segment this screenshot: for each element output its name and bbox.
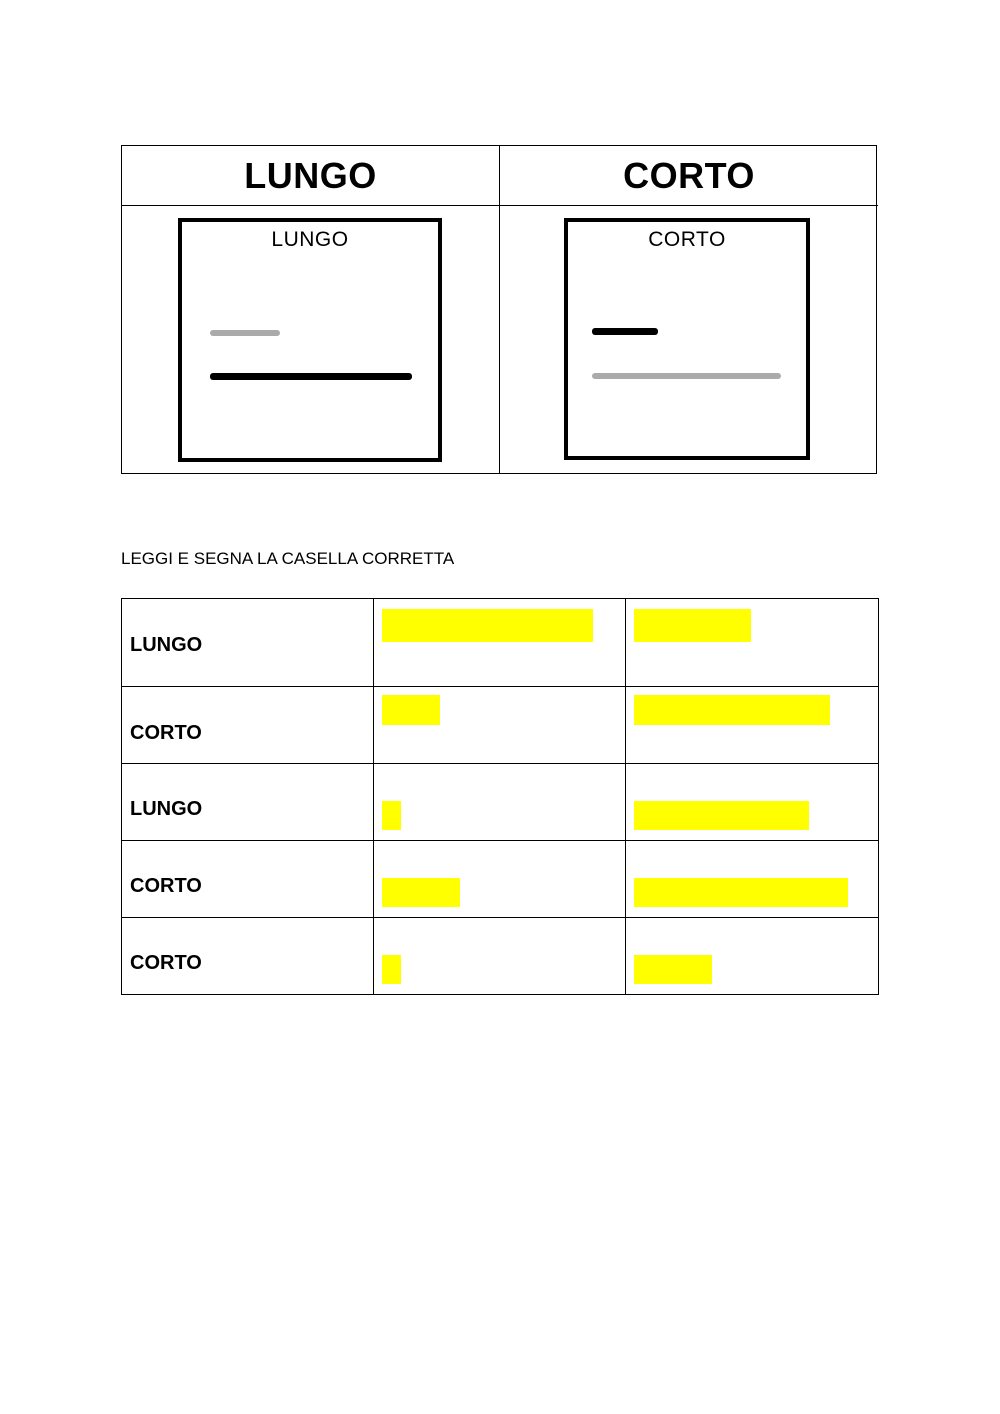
option-bar-a[interactable] <box>382 695 440 725</box>
row-word: CORTO <box>130 875 202 897</box>
option-cell-a <box>374 599 626 687</box>
exercise-row <box>122 599 879 687</box>
header-long: LUNGO <box>122 146 499 206</box>
instruction-text: LEGGI E SEGNA LA CASELLA CORRETTA <box>121 549 455 568</box>
row-word: LUNGO <box>130 634 203 656</box>
option-cell-b <box>626 841 879 918</box>
reference-column-long <box>122 146 500 473</box>
card-title-long: LUNGO <box>271 228 349 251</box>
reference-column-short <box>500 146 878 473</box>
word-cell <box>122 841 374 918</box>
short-line-gray <box>210 330 280 336</box>
word-cell <box>122 687 374 764</box>
option-bar-b[interactable] <box>634 609 751 642</box>
exercise-row <box>122 841 879 918</box>
exercise-row <box>122 764 879 841</box>
header-short: CORTO <box>500 146 878 206</box>
option-cell-b <box>626 764 879 841</box>
option-bar-a[interactable] <box>382 609 593 642</box>
long-line-gray <box>592 373 781 379</box>
option-cell-b <box>626 918 879 995</box>
row-word: CORTO <box>130 952 202 974</box>
option-bar-a[interactable] <box>382 878 460 907</box>
exercise-row <box>122 918 879 995</box>
card-short <box>564 218 810 460</box>
option-cell-b <box>626 599 879 687</box>
option-bar-b[interactable] <box>634 695 830 725</box>
option-cell-b <box>626 687 879 764</box>
long-line-black <box>210 373 412 380</box>
row-word: LUNGO <box>130 798 203 820</box>
option-bar-b[interactable] <box>634 878 848 907</box>
option-cell-a <box>374 841 626 918</box>
exercise-row <box>122 687 879 764</box>
card-long <box>178 218 442 462</box>
option-bar-b[interactable] <box>634 955 712 984</box>
option-cell-a <box>374 687 626 764</box>
word-cell <box>122 599 374 687</box>
exercise-table <box>121 598 879 995</box>
row-word: CORTO <box>130 722 202 744</box>
option-bar-a[interactable] <box>382 801 401 830</box>
option-cell-a <box>374 764 626 841</box>
card-title-short: CORTO <box>648 228 726 251</box>
word-cell <box>122 764 374 841</box>
option-cell-a <box>374 918 626 995</box>
option-bar-b[interactable] <box>634 801 809 830</box>
short-line-black <box>592 328 658 335</box>
reference-table <box>121 145 877 474</box>
word-cell <box>122 918 374 995</box>
option-bar-a[interactable] <box>382 955 401 984</box>
